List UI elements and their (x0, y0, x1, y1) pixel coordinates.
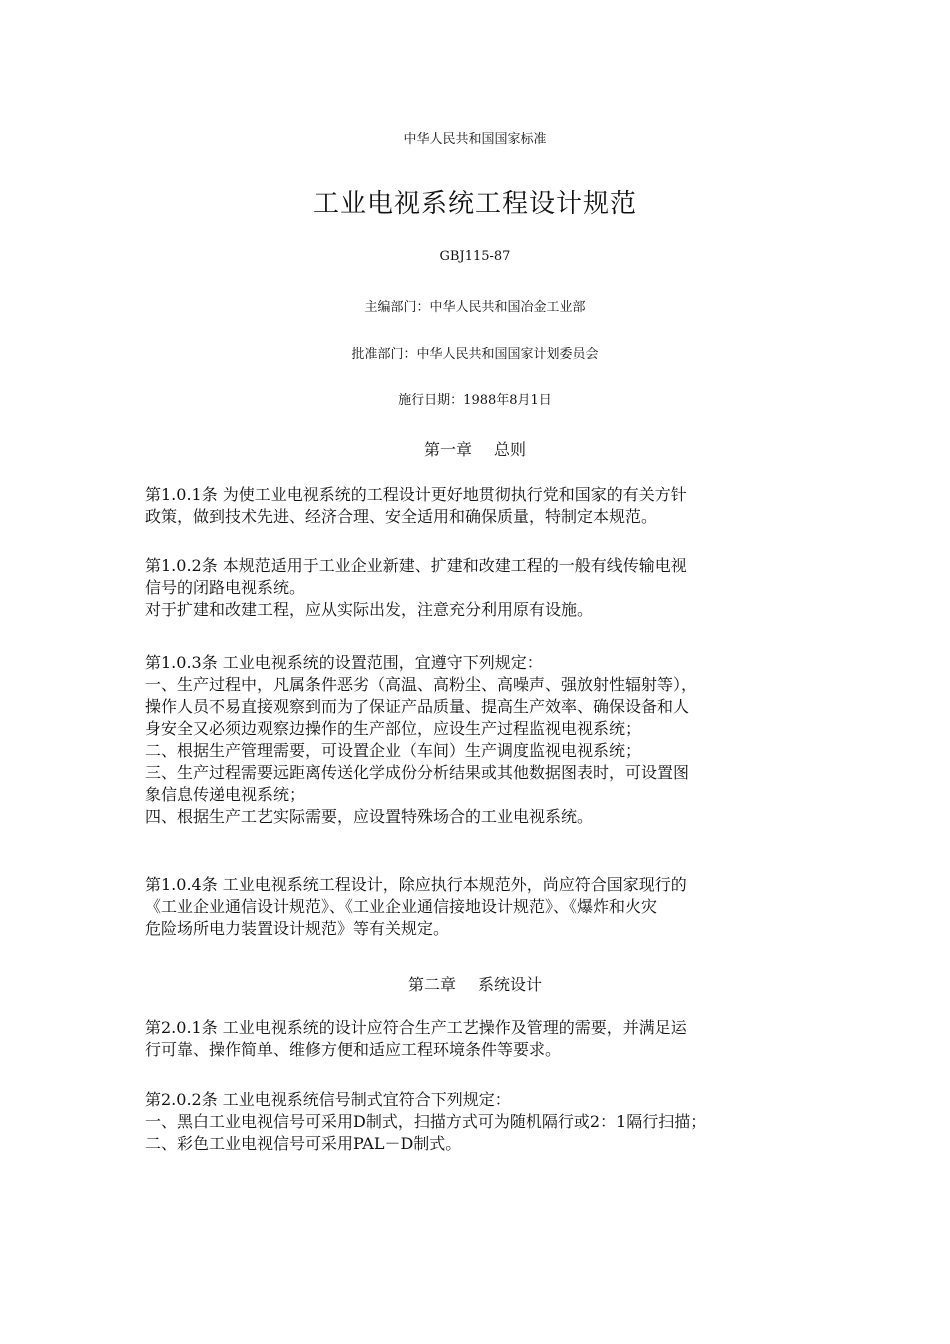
paragraph-line: 三、生产过程需要远距离传送化学成份分析结果或其他数据图表时，可设置图 (145, 763, 690, 782)
paragraph-line: 第1.0.4条 工业电视系统工程设计，除应执行本规范外，尚应符合国家现行的 (145, 875, 687, 894)
paragraph-line: 危险场所电力装置设计规范》等有关规定。 (145, 919, 450, 938)
standard-label: 中华人民共和国国家标准 (403, 132, 547, 147)
chapter-1-heading (0, 437, 950, 460)
approval-department: 批准部门：中华人民共和国国家计划委员会 (351, 347, 599, 362)
article-1-0-2 (145, 555, 810, 621)
chapter-2-heading (0, 972, 950, 995)
paragraph-line: 象信息传递电视系统； (145, 785, 306, 804)
paragraph-line: 第2.0.1条 工业电视系统的设计应符合生产工艺操作及管理的需要，并满足运 (145, 1018, 687, 1037)
article-1-0-1 (145, 484, 810, 528)
chapter-2-name: 系统设计 (478, 975, 543, 994)
paragraph-line: 第1.0.1条 为使工业电视系统的工程设计更好地贯彻执行党和国家的有关方针 (145, 485, 687, 504)
editor-department: 主编部门：中华人民共和国冶金工业部 (364, 300, 586, 315)
paragraph-line: 第2.0.2条 工业电视系统信号制式宜符合下列规定： (145, 1090, 511, 1109)
paragraph-line: 二、根据生产管理需要，可设置企业（车间）生产调度监视电视系统； (145, 741, 642, 760)
chapter-2-number: 第二章 (407, 975, 456, 994)
standard-code: GBJ115-87 (439, 249, 511, 264)
paragraph-line: 对于扩建和改建工程，应从实际出发，注意充分利用原有设施。 (145, 600, 594, 619)
paragraph-line: 一、黑白工业电视信号可采用D制式，扫描方式可为随机隔行或2：1隔行扫描； (145, 1112, 707, 1131)
paragraph-line: 操作人员不易直接观察到而为了保证产品质量、提高生产效率、确保设备和人 (145, 697, 690, 716)
article-1-0-4 (145, 874, 810, 940)
paragraph-line: 一、生产过程中，凡属条件恶劣（高温、高粉尘、高噪声、强放射性辐射等）， (145, 675, 698, 694)
paragraph-line: 第1.0.3条 工业电视系统的设置范围，宜遵守下列规定： (145, 653, 543, 672)
paragraph-line: 四、根据生产工艺实际需要，应设置特殊场合的工业电视系统。 (145, 807, 594, 826)
paragraph-line: 二、彩色工业电视信号可采用PAL－D制式。 (145, 1134, 462, 1153)
paragraph-line: 第1.0.2条 本规范适用于工业企业新建、扩建和改建工程的一般有线传输电视 (145, 556, 687, 575)
paragraph-line: 信号的闭路电视系统。 (145, 578, 306, 597)
effective-date: 施行日期：1988年8月1日 (398, 393, 552, 408)
article-2-0-2 (145, 1089, 810, 1155)
paragraph-line: 《工业企业通信设计规范》、《工业企业通信接地设计规范》、《爆炸和火灾 (145, 897, 658, 916)
document-title: 工业电视系统工程设计规范 (312, 189, 637, 219)
paragraph-line: 行可靠、操作简单、维修方便和适应工程环境条件等要求。 (145, 1040, 562, 1059)
article-2-0-1 (145, 1017, 810, 1061)
article-1-0-3 (145, 652, 810, 828)
chapter-1-name: 总则 (494, 440, 527, 459)
chapter-1-number: 第一章 (423, 440, 472, 459)
paragraph-line: 身安全又必须边观察边操作的生产部位，应设生产过程监视电视系统； (145, 719, 642, 738)
paragraph-line: 政策，做到技术先进、经济合理、安全适用和确保质量，特制定本规范。 (145, 507, 658, 526)
